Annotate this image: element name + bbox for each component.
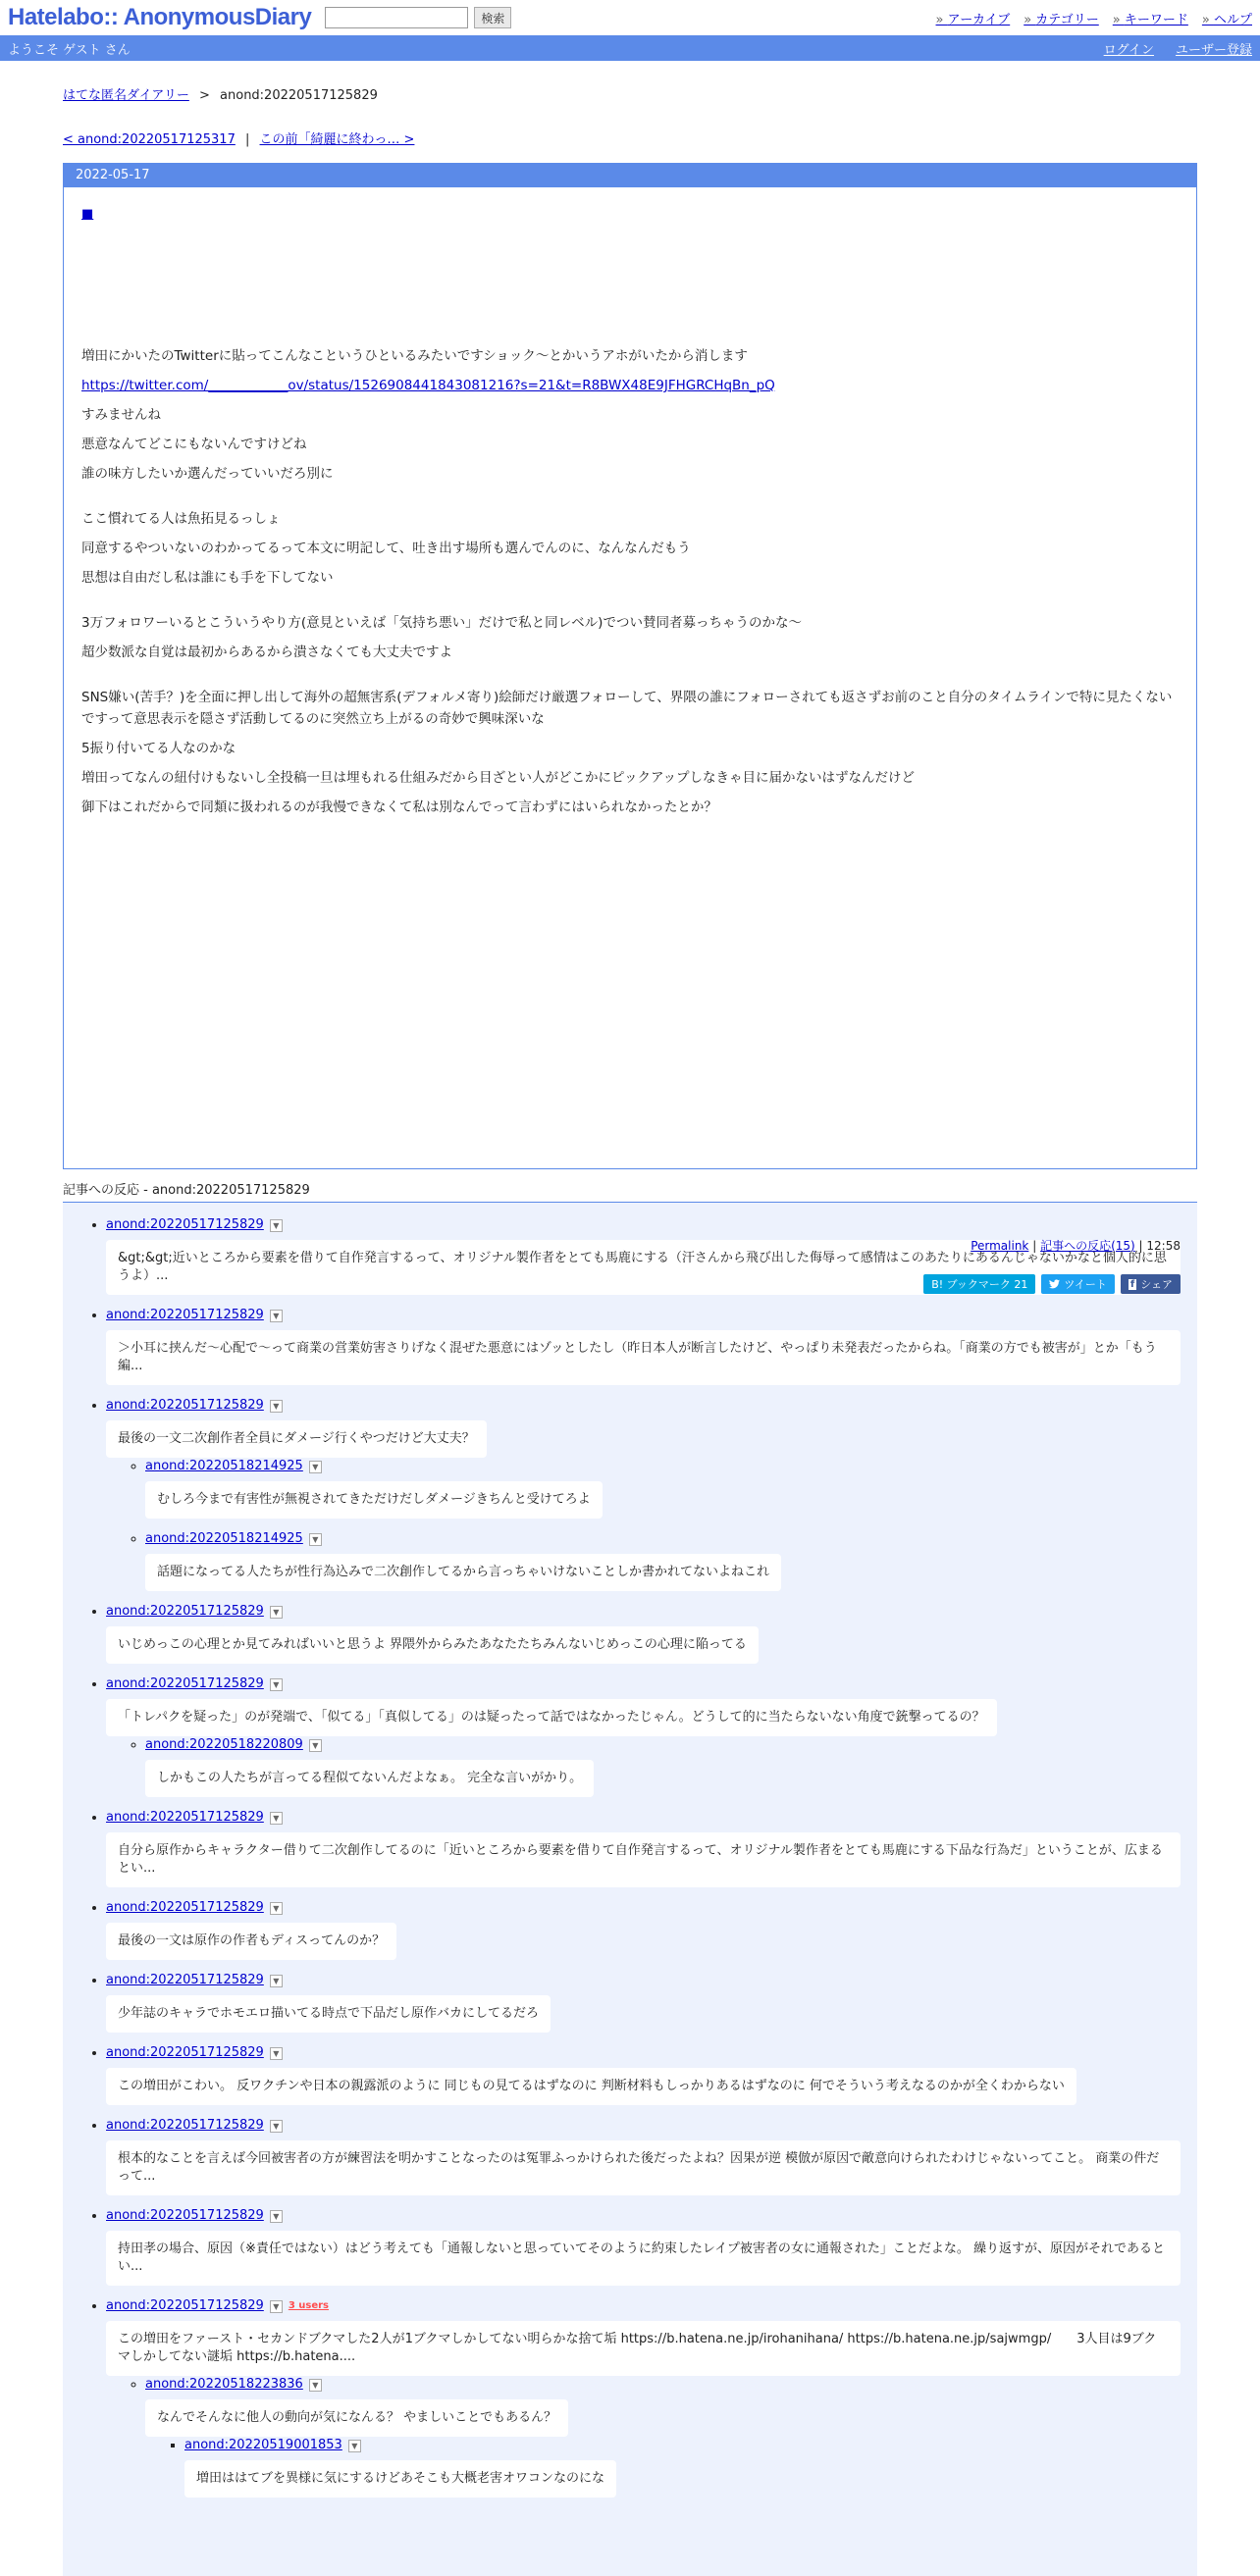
dropdown-icon[interactable]: ▼ <box>270 1678 283 1691</box>
dropdown-icon[interactable]: ▼ <box>270 1975 283 1987</box>
top-bar <box>0 0 1260 35</box>
response-excerpt: なんでそんなに他人の動向が気になんる？ やましいことでもあるん？ <box>145 2399 568 2437</box>
body-line: 増田にかいたのTwitterに貼ってこんなこというひといるみたいですショック〜とかいうアホがいたから消します <box>81 348 748 364</box>
response-header <box>145 2376 1183 2394</box>
response-header <box>106 1809 1183 1827</box>
responses-title: 記事への反応 - anond:20220517125829 <box>63 1179 1197 1203</box>
response-excerpt: 最後の一文は原作の作者もディスってんのか？ <box>106 1923 396 1960</box>
response-item <box>106 2117 1183 2195</box>
dropdown-icon[interactable]: ▼ <box>270 2210 283 2223</box>
response-id-link[interactable]: • anond:20220517125829 <box>106 2208 264 2223</box>
article-body <box>81 345 1179 818</box>
entry-footer <box>971 1237 1181 1254</box>
response-id-link[interactable]: ▪ anond:20220519001853 <box>184 2438 342 2452</box>
response-item <box>106 1899 1183 1960</box>
twitter-link[interactable]: https://twitter.com/____________ov/status/1526908441843081216?s=21&t=R8BWX48E9JFHGRCHqBn_pQ <box>81 378 775 393</box>
paragraph-gap <box>81 671 1179 687</box>
response-id-link[interactable]: • anond:20220517125829 <box>106 1308 264 1322</box>
body-line: 思想は自由だし私は誰にも手を下してない <box>81 570 334 586</box>
response-item <box>106 1397 1183 1591</box>
footer-separator: | <box>1032 1239 1041 1253</box>
response-item <box>106 1307 1183 1385</box>
dropdown-icon[interactable]: ▼ <box>270 1400 283 1413</box>
response-excerpt: 自分ら原作からキャラクター借りて二次創作してるのに「近いところから要素を借りて自作発言するって、オリジナル製作者をとても馬鹿にする下品な行為だ」ということが、広まるとい... <box>106 1832 1181 1887</box>
dropdown-icon[interactable]: ▼ <box>309 1461 322 1473</box>
body-line: 誰の味方したいか選んだっていいだろ別に <box>81 466 334 482</box>
response-header <box>145 1458 1183 1475</box>
body-line: 増田ってなんの紐付けもないし全投稿一旦は埋もれる仕組みだから目ざとい人がどこかにピックアップしなきゃ目に届かないはずなんだけど <box>81 770 916 786</box>
site-logo[interactable]: Hatelabo:: AnonymousDiary <box>8 4 312 30</box>
response-header <box>106 1972 1183 1989</box>
dropdown-icon[interactable]: ▼ <box>309 2379 322 2392</box>
body-line: SNS嫌い(苦手？)を全面に押し出して海外の超無害系(デフォルメ寄り)絵師だけ厳選フォローして、界隈の誰にフォローされても返さずお前のこと自分のタイムラインで特に見たくないですって意思表示を隠さず活動してるのに突然立ち上がるの奇妙で興味深いな <box>81 690 1173 727</box>
nav-separator: | <box>245 132 250 147</box>
breadcrumb <box>63 84 1197 103</box>
twitter-bird-icon <box>1049 1279 1060 1289</box>
response-excerpt: &gt;&gt;近いところから要素を借りて自作発言するって、オリジナル製作者をとても馬鹿にする（汗さんから飛び出した侮辱って感情はこのあたりにあるんじゃないかなと個人的に思うよ）... <box>106 1240 1181 1295</box>
response-excerpt: 少年誌のキャラでホモエロ描いてる時点で下品だし原作バカにしてるだろ <box>106 1995 551 2033</box>
prev-entry-link[interactable]: < anond:20220517125317 <box>63 132 236 147</box>
dropdown-icon[interactable]: ▼ <box>270 1902 283 1915</box>
response-header <box>106 1603 1183 1621</box>
bookmark-count: B! ブックマーク 21 <box>931 1278 1028 1291</box>
response-id-link[interactable]: • anond:20220517125829 <box>106 1900 264 1915</box>
body-line: 超少数派な自覚は最初からあるから潰さなくても大丈夫ですよ <box>81 644 452 660</box>
response-item <box>145 2376 1183 2498</box>
response-excerpt: ＞小耳に挟んだ〜心配で〜って商業の営業妨害さりげなく混ぜた悪意にはゾッとしたし（昨日本人が断言したけど、やっぱり未発表だったからね。「商業の方でも被害が」とか「もう編... <box>106 1330 1181 1385</box>
response-header <box>145 1530 1183 1548</box>
response-item <box>106 1972 1183 2033</box>
nested-responses <box>106 1736 1183 1797</box>
archive-link[interactable]: » アーカイブ <box>936 9 1011 27</box>
response-excerpt: 根本的なことを言えば今回被害者の方が練習法を明かすことなったのは冤罪ふっかけられた後だったよね？因果が逆 模倣が原因で敵意向けられたわけじゃないってこと。 商業の件だって... <box>106 2140 1181 2195</box>
nested-responses <box>145 2437 1183 2498</box>
response-header <box>106 1307 1183 1324</box>
register-link[interactable]: ユーザー登録 <box>1175 42 1252 58</box>
facebook-share-button[interactable] <box>1121 1274 1181 1294</box>
body-line: すみませんね <box>81 407 161 423</box>
body-line: 3万フォロワーいるとこういうやり方(意見といえば「気持ち悪い」だけで私と同レベル)でつい賛同者募っちゃうのかな〜 <box>81 615 802 631</box>
response-excerpt: むしろ今まで有害性が無視されてきただけだしダメージきちんと受けてろよ <box>145 1481 603 1519</box>
tweet-label: ツイート <box>1064 1278 1107 1291</box>
dropdown-icon[interactable]: ▼ <box>270 2120 283 2133</box>
response-excerpt: 話題になってる人たちが性行為込みで二次創作してるから言っちゃいけないことしか書かれてないよねこれ <box>145 1554 781 1591</box>
dropdown-icon[interactable]: ▼ <box>309 1739 322 1752</box>
dropdown-icon[interactable]: ▼ <box>270 2047 283 2060</box>
response-id-link[interactable]: • anond:20220517125829 <box>106 1973 264 1987</box>
response-header <box>106 2297 1183 2315</box>
response-item <box>106 2044 1183 2105</box>
top-links <box>936 9 1252 27</box>
response-excerpt: 持田孝の場合、原因（※責任ではない）はどう考えても「通報しないと思っていてそのように約束したレイプ被害者の女に通報された」ことだよな。 繰り返すが、原因がそれであるとい... <box>106 2231 1181 2286</box>
response-excerpt: いじめっこの心理とか見てみればいいと思うよ 界隈外からみたあなたたちみんないじめっこの心理に陥ってる <box>106 1626 759 1664</box>
dropdown-icon[interactable]: ▼ <box>270 1812 283 1825</box>
dropdown-icon[interactable]: ▼ <box>309 1533 322 1546</box>
dropdown-icon[interactable]: ▼ <box>270 1219 283 1232</box>
response-excerpt: この増田をファースト・セカンドブクマした2人が1ブクマしかしてない明らかな捨て垢 https://b.hatena.ne.jp/irohanihana/ https://b.hatena.ne.jp/sajwmgp/ 3人目は9ブクマしかしてない謎垢 https://b.hatena.... <box>106 2321 1181 2376</box>
share-label: シェア <box>1140 1278 1173 1291</box>
body-line: ここ慣れてる人は魚拓見るっしょ <box>81 511 281 527</box>
response-item <box>184 2437 1183 2498</box>
next-entry-link[interactable]: この前「綺麗に終わっ… > <box>259 132 415 147</box>
response-excerpt: 最後の一文二次創作者全員にダメージ行くやつだけど大丈夫？ <box>106 1420 487 1458</box>
response-header <box>106 2044 1183 2062</box>
nested-responses <box>106 1458 1183 1591</box>
response-id-link[interactable]: • anond:20220517125829 <box>106 1604 264 1619</box>
body-line: 悪意なんてどこにもないんですけどね <box>81 437 307 452</box>
permalink-link[interactable]: Permalink <box>971 1239 1029 1253</box>
response-header <box>106 1216 1183 1234</box>
category-link[interactable]: » カテゴリー <box>1024 9 1099 27</box>
response-item <box>106 1603 1183 1664</box>
response-id-link[interactable]: ◦ anond:20220518223836 <box>145 2377 303 2392</box>
dropdown-icon[interactable]: ▼ <box>270 1310 283 1322</box>
response-item <box>106 1809 1183 1887</box>
prev-next-nav <box>63 129 1197 147</box>
breadcrumb-separator: > <box>198 88 210 103</box>
response-excerpt: この増田がこわい。 反ワクチンや日本の親露派のように 同じもの見てるはずなのに 判断材料もしっかりあるはずなのに 何でそういう考えなるのかが全くわからない <box>106 2068 1076 2105</box>
response-excerpt: 「トレパクを疑った」のが発端で、「似てる」「真似してる」のは疑ったって話ではなかったじゃん。どうして的に当たらないない角度で銃撃ってるの？ <box>106 1699 997 1736</box>
response-header <box>106 1397 1183 1415</box>
dropdown-icon[interactable]: ▼ <box>270 2300 283 2313</box>
login-link[interactable]: ログイン <box>1103 42 1154 58</box>
response-item <box>145 1736 1183 1797</box>
dropdown-icon[interactable]: ▼ <box>270 1606 283 1619</box>
share-buttons <box>923 1274 1181 1294</box>
hatena-bookmark-button[interactable] <box>923 1274 1035 1294</box>
response-header <box>184 2437 1183 2454</box>
welcome-text: ようこそ ゲスト さん <box>8 42 131 58</box>
search-button[interactable]: 検索 <box>474 7 511 28</box>
response-header <box>106 2117 1183 2135</box>
paragraph-gap <box>81 596 1179 612</box>
response-id-link[interactable]: ◦ anond:20220518214925 <box>145 1531 303 1546</box>
breadcrumb-home[interactable]: はてな匿名ダイアリー <box>63 88 189 103</box>
dropdown-icon[interactable]: ▼ <box>348 2440 361 2452</box>
response-id-link[interactable]: • anond:20220517125829 <box>106 1398 264 1413</box>
response-id-link[interactable]: • anond:20220517125829 <box>106 1810 264 1825</box>
welcome-bar <box>0 35 1260 61</box>
keyword-link[interactable]: » キーワード <box>1113 9 1188 27</box>
response-id-link[interactable]: • anond:20220517125829 <box>106 1676 264 1691</box>
response-id-link[interactable]: • anond:20220517125829 <box>106 1217 264 1232</box>
body-line: 5振り付いてる人なのかな <box>81 741 236 756</box>
response-item <box>106 2297 1183 2498</box>
body-line: 御下はこれだからで同類に扱われるのが我慢できなくて私は別なんでって言わずにはいられなかったとか？ <box>81 799 717 815</box>
response-item <box>145 1530 1183 1591</box>
response-item <box>106 1675 1183 1797</box>
entry-time: 12:58 <box>1146 1239 1181 1253</box>
nested-responses <box>106 2376 1183 2498</box>
search-input[interactable] <box>325 7 468 28</box>
response-excerpt: しかもこの人たちが言ってる程似てないんだよなぁ。 完全な言いがかり。 <box>145 1760 594 1797</box>
facebook-icon: f <box>1129 1278 1135 1290</box>
response-item <box>145 1458 1183 1519</box>
responses-panel <box>63 1203 1197 2576</box>
help-link[interactable]: » ヘルプ <box>1202 9 1252 27</box>
response-header <box>106 1899 1183 1917</box>
article-date: 2022-05-17 <box>64 164 1196 187</box>
response-excerpt: 増田ははてブを異様に気にするけどあそこも大概老害オワコンなのにな <box>184 2460 616 2498</box>
footer-separator: | <box>1138 1239 1147 1253</box>
response-item <box>106 2207 1183 2286</box>
entry-anchor-link[interactable]: ■ <box>81 207 94 222</box>
tweet-button[interactable] <box>1041 1274 1114 1294</box>
response-id-link[interactable]: • anond:20220517125829 <box>106 2118 264 2133</box>
breadcrumb-current: anond:20220517125829 <box>220 88 378 103</box>
body-line: 同意するやついないのわかってるって本文に明記して、吐き出す場所も選んでんのに、なんなんだもう <box>81 541 691 556</box>
bookmark-users-badge[interactable]: 3 users <box>288 2300 330 2311</box>
response-id-link[interactable]: ◦ anond:20220518220809 <box>145 1737 303 1752</box>
responses-count-link[interactable]: 記事への反応(15) <box>1040 1239 1135 1253</box>
response-id-link[interactable]: • anond:20220517125829 <box>106 2298 264 2313</box>
body-link-line <box>81 375 1179 396</box>
response-id-link[interactable]: • anond:20220517125829 <box>106 2045 264 2060</box>
response-header <box>106 1675 1183 1693</box>
response-header <box>145 1736 1183 1754</box>
response-header <box>106 2207 1183 2225</box>
responses-list <box>63 1216 1183 2498</box>
response-id-link[interactable]: ◦ anond:20220518214925 <box>145 1459 303 1473</box>
paragraph-gap <box>81 492 1179 508</box>
